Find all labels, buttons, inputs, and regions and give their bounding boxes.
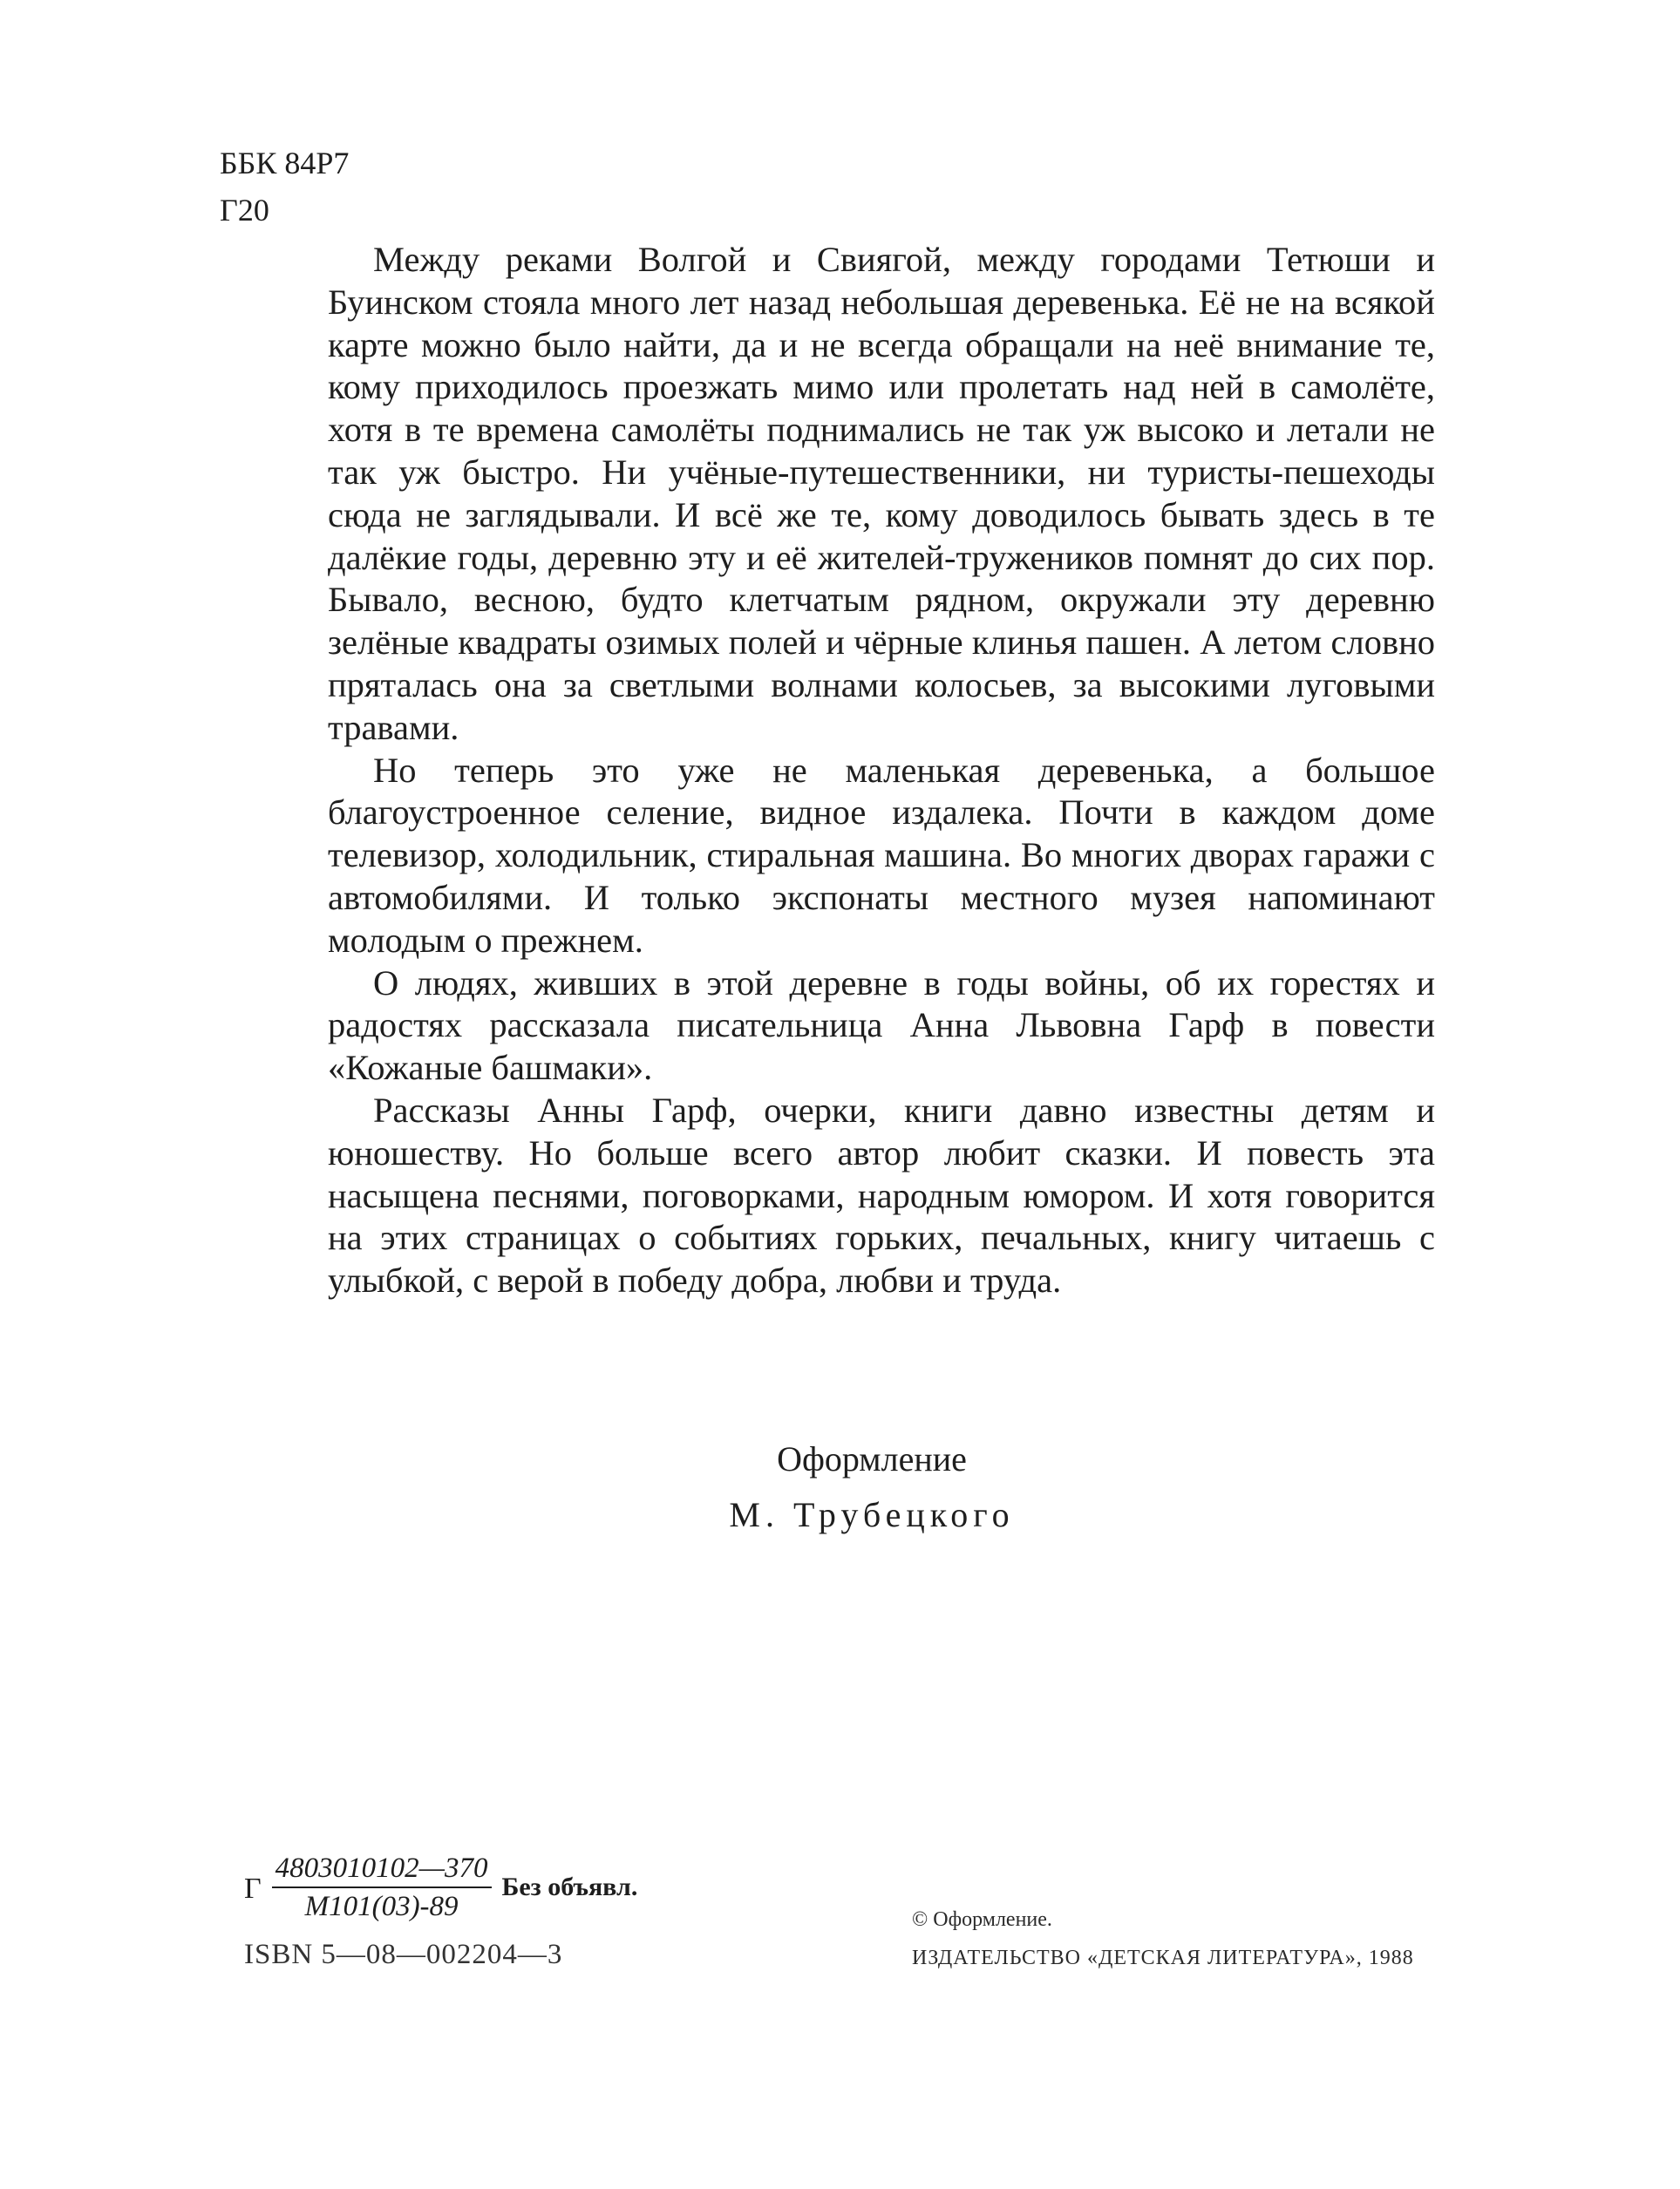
isbn: ISBN 5—08—002204—3 <box>244 1939 563 1970</box>
annotation-paragraph-1: Между реками Волгой и Свиягой, между городами Тетюши и Буинском стояла много лет назад небольшая деревенька. Её не на всякой карте можно было найти, да и не всегда обращали на неё внимание те, кому приходилось проезжать мимо или пролетать над ней в самолёте, хотя в те времена самолёты поднимались не так уж высоко и летали не так уж быстро. Ни учёные-путешественники, ни туристы-пешеходы сюда не заглядывали. И всё же те, кому доводилось бывать здесь в те далёкие годы, деревню эту и её жителей-тружеников помнят до сих пор. Бывало, весною, будто клетчатым рядном, окружали эту деревню зелёные квадраты озимых полей и чёрные клинья пашен. А летом словно пряталась она за светлыми волнами колосьев, за высокими луговыми травами. <box>328 240 1435 747</box>
classification-codes <box>220 139 349 234</box>
imprint-numerator: 4803010102—370 <box>272 1852 492 1888</box>
annotation-paragraph-2: Но теперь это уже не маленькая деревенька, а большое благоустроенное селение, видное издалека. Почти в каждом доме телевизор, холодильник, стиральная машина. Во многих дворах гаражи с автомобилями. И только экспонаты местного музея напоминают молодым о прежнем. <box>328 750 1435 960</box>
copyright-line-1: © Оформление. <box>912 1908 1052 1931</box>
annotation-text <box>328 239 1435 1302</box>
bbk-code: ББК 84Р7 <box>220 146 350 180</box>
imprint-fraction <box>272 1852 492 1923</box>
imprint-note: Без объявл. <box>501 1873 638 1901</box>
credits-artist: М. Трубецкого <box>729 1495 1015 1534</box>
copyright-publisher: ИЗДАТЕЛЬСТВО «ДЕТСКАЯ ЛИТЕРАТУРА», 1988 <box>912 1947 1414 1969</box>
imprint-denominator: М101(03)-89 <box>304 1891 459 1922</box>
copyright-block <box>912 1900 1414 1977</box>
imprint-index <box>244 1852 637 1923</box>
annotation-paragraph-4: Рассказы Анны Гарф, очерки, книги давно известны детям и юношеству. Но больше всего автор любит сказки. И повесть эта насыщена песнями, поговорками, народным юмором. И хотя говорится на этих страницах о событиях горьких, печальных, книгу читаешь с улыбкой, с верой в победу добра, любви и труда. <box>328 1090 1435 1301</box>
design-credits <box>610 1431 1133 1543</box>
annotation-paragraph-3: О людях, живших в этой деревне в годы войны, об их горестях и радостях рассказала писательница Анна Львовна Гарф в повести «Кожаные башмаки». <box>328 962 1435 1088</box>
author-sign: Г20 <box>220 193 269 228</box>
credits-label: Оформление <box>777 1439 967 1479</box>
imprint-g-letter: Г <box>244 1873 262 1905</box>
